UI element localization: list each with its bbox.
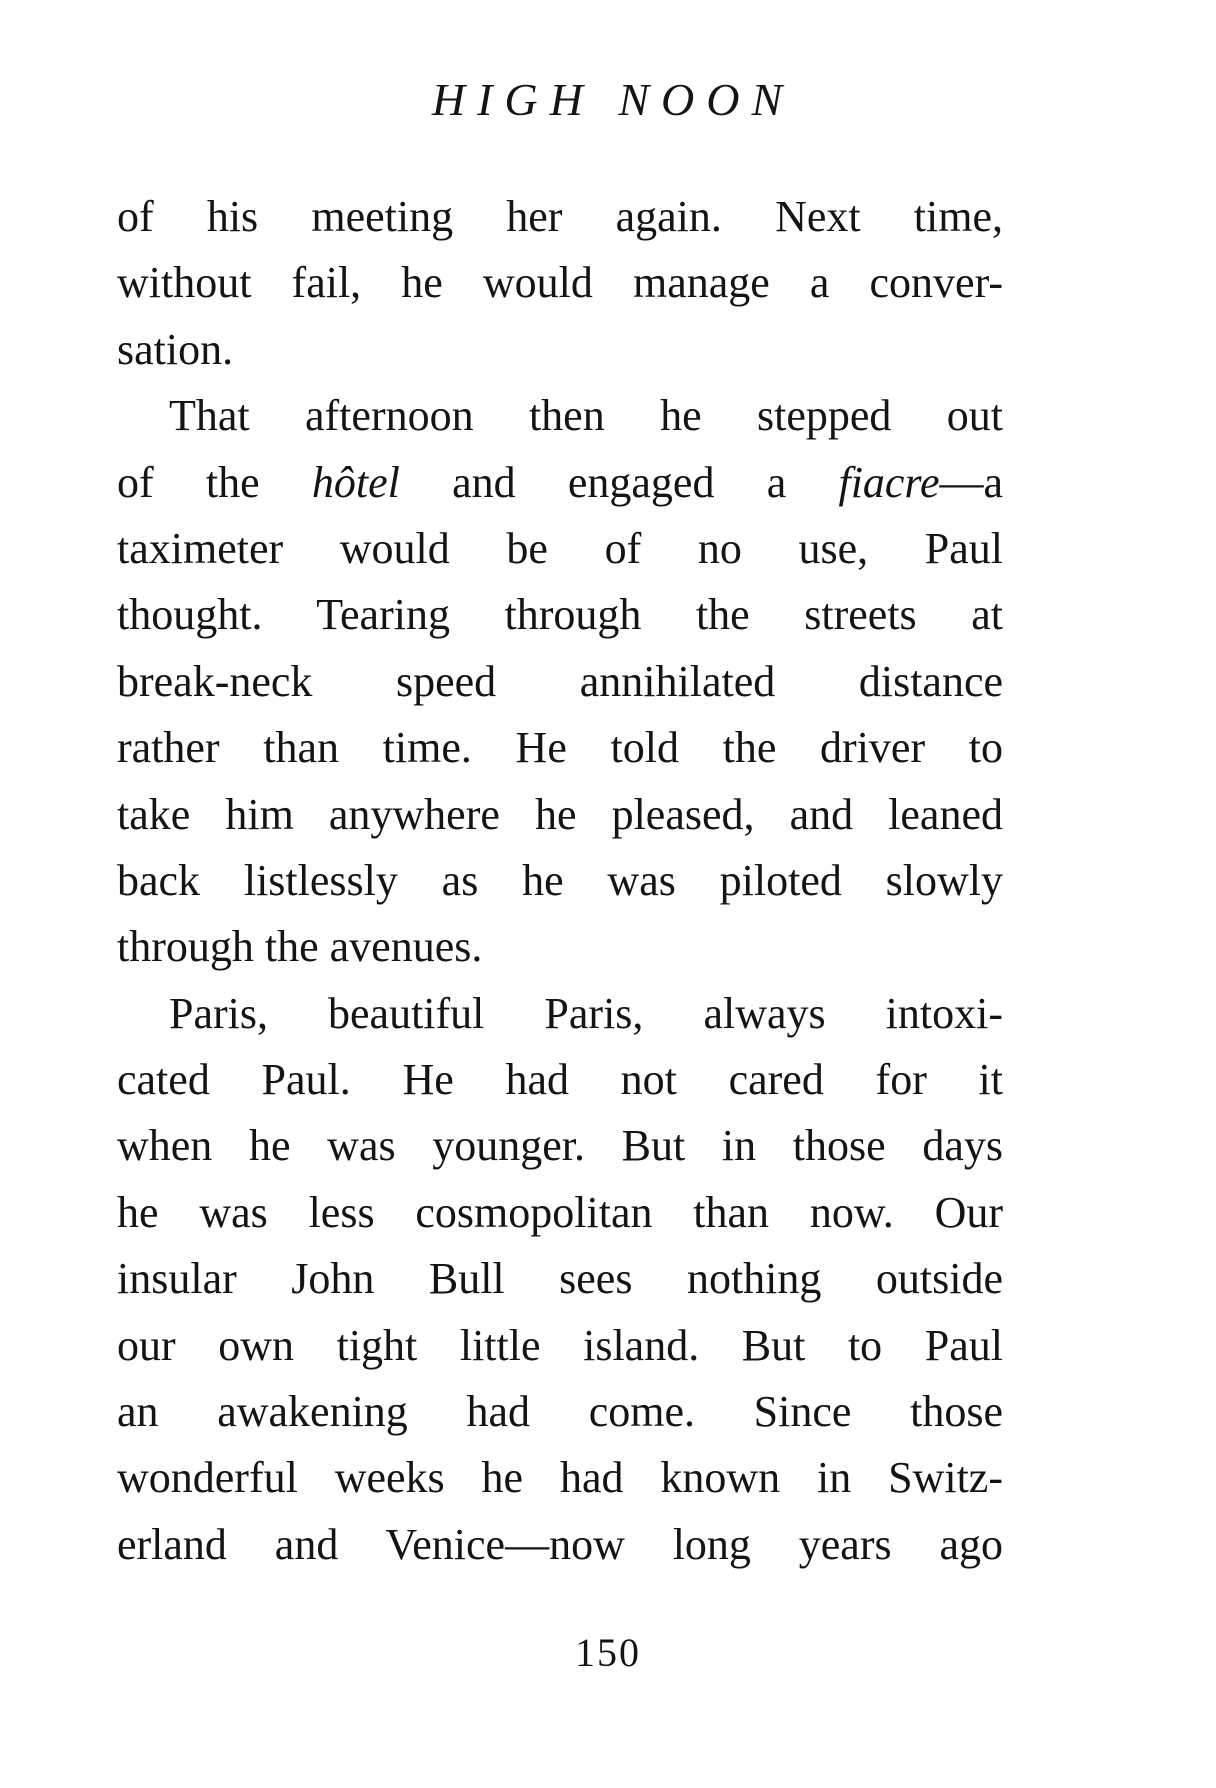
text-line: break-neck speed annihilated distance bbox=[117, 656, 1003, 706]
italic-word-fiacre: fiacre bbox=[838, 457, 940, 507]
paragraph-3 bbox=[117, 981, 1003, 1579]
text-run: —a bbox=[939, 457, 1004, 507]
text-line: That afternoon then he stepped out bbox=[169, 391, 1003, 441]
text-run: of the bbox=[117, 457, 312, 507]
paragraph-1 bbox=[117, 184, 1003, 383]
text-line: he was less cosmopolitan than now. Our bbox=[117, 1187, 1003, 1237]
text-line: when he was younger. But in those days bbox=[117, 1121, 1003, 1171]
text-line: our own tight little island. But to Paul bbox=[117, 1320, 1003, 1370]
text-line bbox=[117, 450, 1003, 516]
italic-word-hotel: hôtel bbox=[311, 457, 400, 507]
text-line: thought. Tearing through the streets at bbox=[117, 590, 1003, 640]
text-line: insular John Bull sees nothing outside bbox=[117, 1254, 1003, 1304]
text-line: erland and Venice—now long years ago bbox=[117, 1519, 1003, 1569]
body-text bbox=[117, 184, 1003, 1578]
text-line: cated Paul. He had not cared for it bbox=[117, 1055, 1003, 1105]
text-line: an awakening had come. Since those bbox=[117, 1387, 1003, 1437]
text-line: sation. bbox=[117, 324, 234, 374]
text-line: take him anywhere he pleased, and leaned bbox=[117, 789, 1003, 839]
paragraph-2 bbox=[117, 383, 1003, 981]
text-line: through the avenues. bbox=[117, 922, 483, 972]
page-number: 150 bbox=[575, 1630, 641, 1675]
text-line: Paris, beautiful Paris, always intoxi- bbox=[169, 988, 1003, 1038]
text-line: without fail, he would manage a conver- bbox=[117, 258, 1003, 308]
text-line: rather than time. He told the driver to bbox=[117, 723, 1003, 773]
text-line: taximeter would be of no use, Paul bbox=[117, 523, 1003, 573]
text-run: and engaged a bbox=[399, 457, 839, 507]
text-line: back listlessly as he was piloted slowly bbox=[117, 855, 1003, 905]
running-head: HIGH NOON bbox=[431, 74, 795, 125]
text-line: wonderful weeks he had known in Switz- bbox=[117, 1453, 1003, 1503]
text-line: of his meeting her again. Next time, bbox=[117, 192, 1003, 241]
